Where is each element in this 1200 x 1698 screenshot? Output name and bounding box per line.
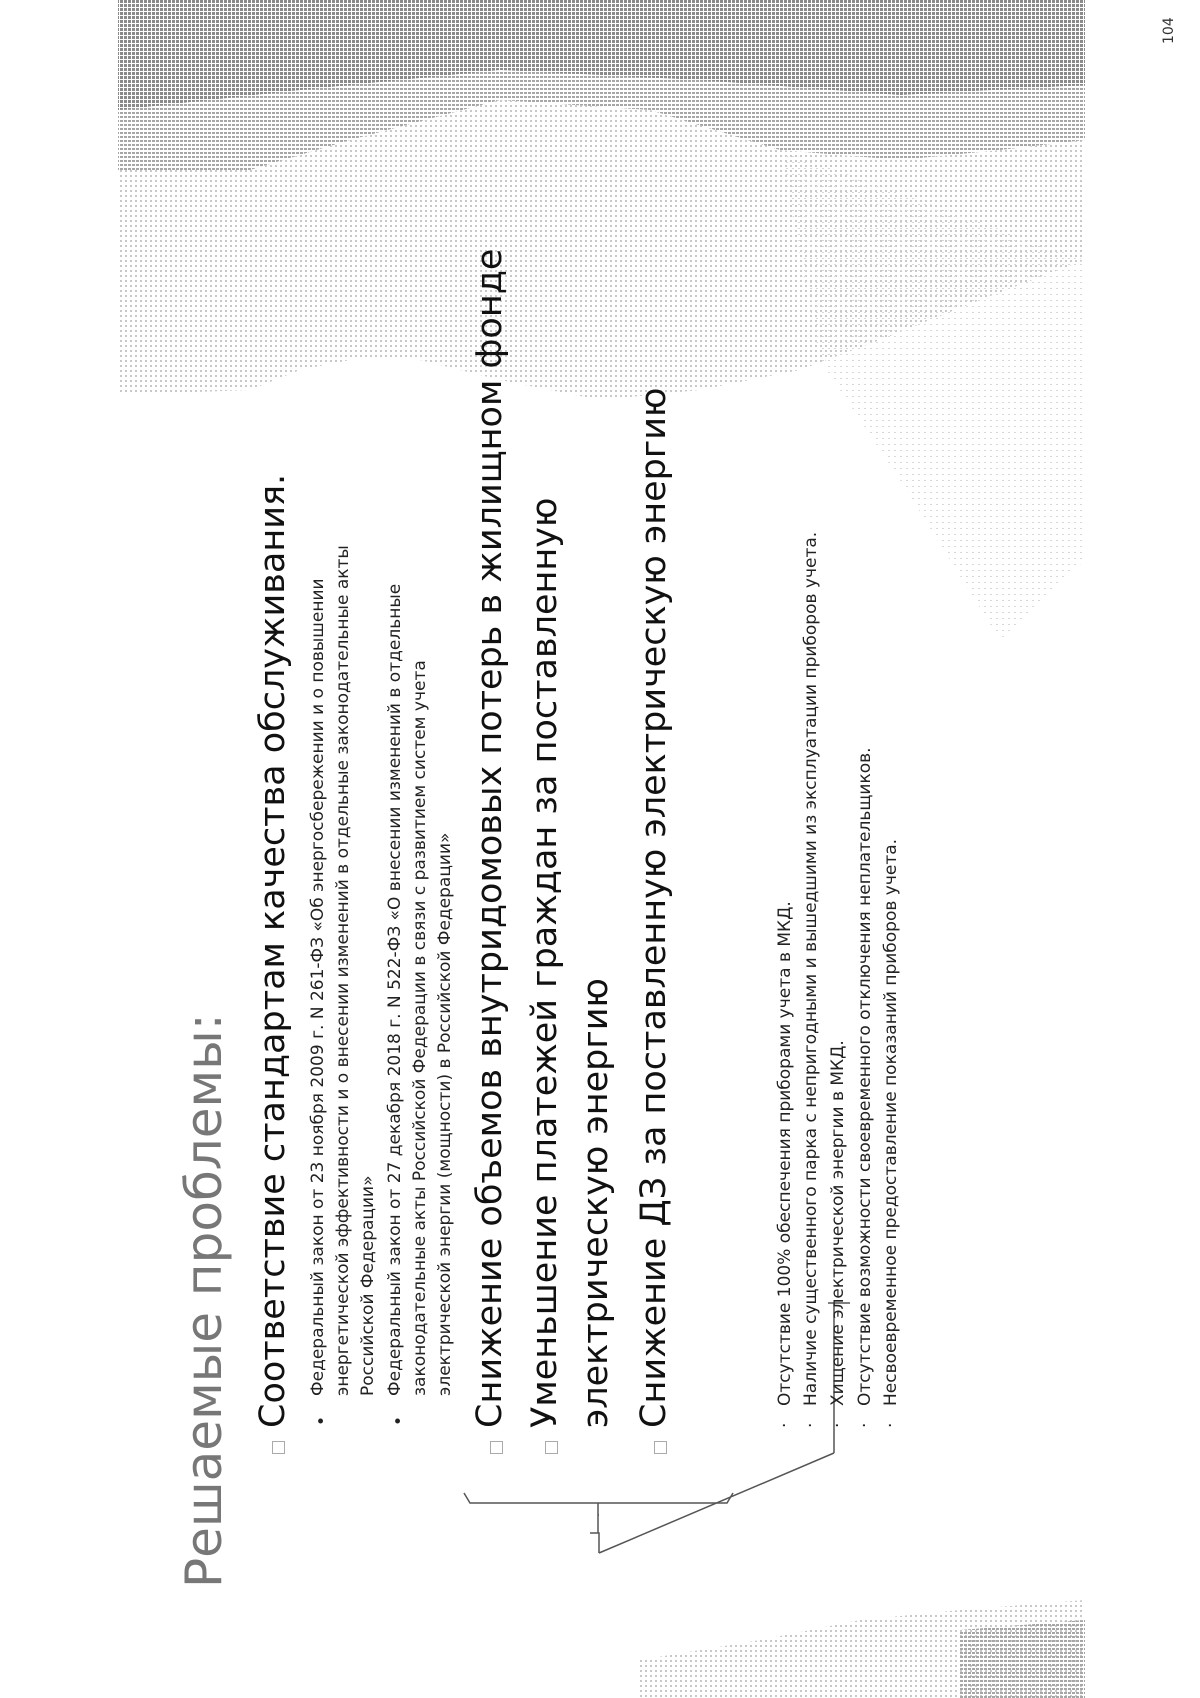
law-2-bullet: • [389, 1415, 409, 1426]
law-2-line-3: электрической энергии (мощности) в Российской Федерации» [435, 832, 455, 1396]
page-number: 104 [1161, 17, 1177, 44]
cause-2-bullet: · [801, 1422, 821, 1428]
problem-2-label: Снижение объемов внутридомовых потерь в жилищном фонде [470, 248, 510, 1428]
cause-3-bullet: · [828, 1422, 848, 1428]
cause-3: Хищение электрической энергии в МКД. [828, 1040, 848, 1406]
law-1-bullet: • [312, 1415, 332, 1426]
cause-2: Наличие существенного парка с непригодными и вышедшими из эксплуатации приборов учета. [801, 531, 821, 1406]
problem-4-label: Снижение ДЗ за поставленную электрическую энергию [634, 387, 674, 1428]
cause-1: Отсутствие 100% обеспечения приборами учета в МКД. [775, 901, 795, 1406]
cause-5: Несвоевременное предоставление показаний приборов учета. [881, 838, 901, 1406]
law-2-line-1: Федеральный закон от 27 декабря 2018 г. N 522-ФЗ «О внесении изменений в отдельные [385, 583, 405, 1396]
problem-3-label-line-1: Уменьшение платежей граждан за поставленную [525, 497, 565, 1428]
problem-bullet-icon [272, 1441, 285, 1454]
page-title: Решаемые проблемы: [175, 1013, 233, 1588]
connector-bracket [450, 1243, 760, 1603]
cause-4: Отсутствие возможности своевременного отключения неплательщиков. [855, 747, 875, 1406]
problem-3-label-line-2: электрическую энергию [576, 978, 616, 1428]
law-1-line-1: Федеральный закон от 23 ноября 2009 г. N 261-ФЗ «Об энергосбережении и о повышении [308, 578, 328, 1396]
law-1-line-2: энергетической эффективности и о внесении изменений в отдельные законодательные акты [333, 545, 353, 1396]
cause-5-bullet: · [881, 1422, 901, 1428]
cause-1-bullet: · [775, 1422, 795, 1428]
law-2-line-2: законодательные акты Российской Федерации в связи с развитием систем учета [410, 660, 430, 1396]
cause-4-bullet: · [855, 1422, 875, 1428]
law-1-line-3: Российской Федерации» [358, 1175, 378, 1396]
problem-1-label: Соответствие стандартам качества обслуживания. [253, 473, 293, 1428]
